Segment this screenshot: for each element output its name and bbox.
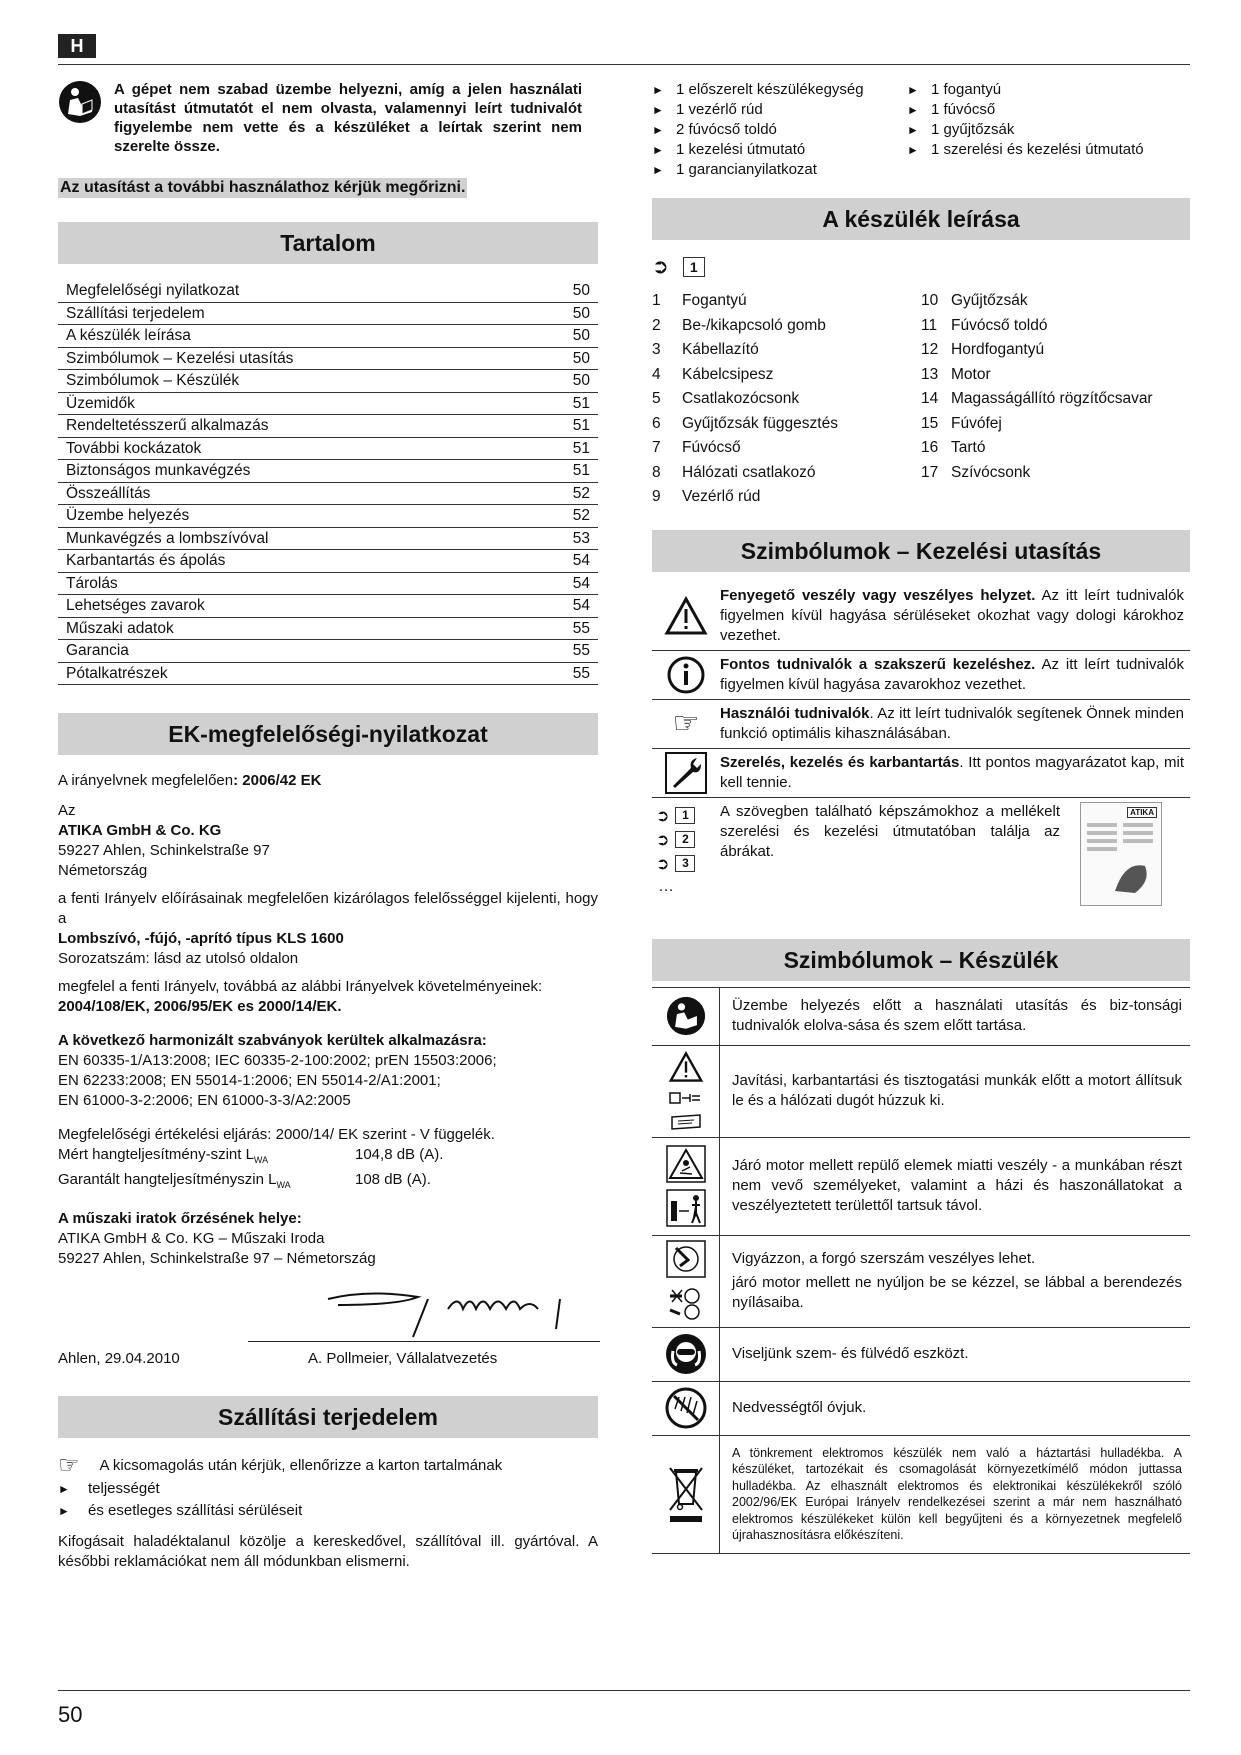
signature-line — [248, 1341, 600, 1342]
company-country: Németország — [58, 862, 148, 879]
part-item: 1 Fogantyú — [652, 292, 747, 309]
arrow-bullet-icon: ► — [58, 1504, 70, 1518]
toc-page: 54 — [572, 597, 590, 614]
part-item: 11 Fúvócső toldó — [921, 316, 1048, 334]
arrow-bullet-icon: ► — [907, 143, 919, 157]
serial-text: Sorozatszám: lásd az utolsó oldalon — [58, 950, 299, 967]
device-symbol-row: Vigyázzon, a forgó szerszám veszélyes lehet. járó motor mellett ne nyúljon be se kézzel, se lábbal a berendezés nyílásaiba. — [652, 1235, 1190, 1327]
symbols-manual-table — [652, 582, 1190, 909]
pointing-hand-icon: ☞ — [672, 707, 700, 740]
toc-row — [58, 325, 598, 348]
device-symbol-row: Nedvességtől óvjuk. — [652, 1381, 1190, 1435]
toc-label: További kockázatok — [66, 439, 202, 457]
unplug-icon — [668, 1089, 704, 1107]
no-rain-icon — [665, 1387, 707, 1429]
read-manual-warning — [58, 80, 598, 156]
toc-page: 50 — [572, 282, 590, 299]
top-divider — [58, 64, 1190, 65]
arrow-bullet-icon: ► — [58, 1482, 70, 1496]
toc-page: 53 — [572, 529, 590, 547]
toc-row — [58, 618, 598, 641]
toc-row — [58, 573, 598, 596]
figure-number: 1 — [683, 257, 705, 277]
toc-page: 54 — [572, 574, 590, 592]
complies-text: megfelel a fenti Irányelv, továbbá az alábbi Irányelvek követelményeinek: — [58, 978, 543, 995]
toc-page: 55 — [572, 664, 590, 682]
manual-book-icon — [668, 1113, 704, 1131]
list-item: ► 1 gyűjtőzsák — [907, 121, 1015, 138]
list-item: ► teljességét — [58, 1478, 598, 1500]
toc-page: 55 — [572, 619, 590, 637]
wrench-icon — [665, 752, 707, 794]
arrow-bullet-icon: ► — [652, 83, 664, 97]
list-item: ► 1 fogantyú — [907, 81, 1002, 98]
docs-company: ATIKA GmbH & Co. KG – Műszaki Iroda — [58, 1230, 325, 1247]
arrow-bullet-icon: ► — [652, 143, 664, 157]
reference-arrow-icon: ➲ — [656, 831, 670, 849]
toc-label: Lehetséges zavarok — [66, 597, 205, 614]
toc-label: Rendeltetésszerű alkalmazás — [66, 417, 269, 434]
left-column — [58, 80, 598, 1572]
arrow-bullet-icon: ► — [907, 123, 919, 137]
toc-label: Szimbólumok – Kezelési utasítás — [66, 349, 294, 367]
part-item: 17 Szívócsonk — [921, 463, 1031, 481]
read-manual-icon — [666, 996, 706, 1036]
table-of-contents — [58, 280, 598, 685]
device-symbol-row: Járó motor mellett repülő elemek miatti veszély - a munkában részt nem vevő személyeket, valamint a házi és haszonállatokat a veszélyeztetett területtől tartsuk távol. — [652, 1137, 1190, 1235]
part-item: 6 Gyűjtőzsák függesztés — [652, 414, 838, 432]
toc-row — [58, 348, 598, 371]
toc-row — [58, 460, 598, 483]
list-item: ► 1 előszerelt készülékegység — [652, 81, 864, 98]
no-hands-feet-icon — [666, 1284, 706, 1322]
toc-page: 50 — [572, 327, 590, 344]
toc-label: Garancia — [66, 642, 129, 659]
figure-reference — [652, 254, 1190, 279]
toc-page: 55 — [572, 642, 590, 659]
company-name: ATIKA GmbH & Co. KG — [58, 822, 222, 839]
eye-ear-protection-icon — [665, 1333, 707, 1375]
part-item: 3 Kábellazító — [652, 341, 759, 358]
ek-header: EK-megfelelőségi-nyilatkozat — [58, 713, 598, 755]
toc-row — [58, 505, 598, 528]
toc-label: Tárolás — [66, 574, 118, 592]
symbols-device-header: Szimbólumok – Készülék — [652, 939, 1190, 981]
toc-label: A készülék leírása — [66, 327, 191, 344]
device-symbol-row: Üzembe helyezés előtt a használati utasítás és biz-tonsági tudnivalók elolva-sása és szem előtt tartása. — [652, 987, 1190, 1045]
standard-line: EN 61000-3-2:2006; EN 61000-3-3/A2:2005 — [58, 1092, 351, 1109]
toc-label: Műszaki adatok — [66, 619, 174, 637]
toc-page: 50 — [572, 372, 590, 389]
toc-row — [58, 595, 598, 618]
toc-row — [58, 415, 598, 438]
keep-distance-icon — [666, 1189, 706, 1227]
guaranteed-sound-row: Garantált hangteljesítményszin $L_{WA}$ 108 dB (A). — [58, 1171, 431, 1190]
device-header: A készülék leírása — [652, 198, 1190, 240]
flying-debris-icon — [666, 1145, 706, 1183]
toc-label: Biztonságos munkavégzés — [66, 462, 251, 479]
toc-label: Munkavégzés a lombszívóval — [66, 529, 269, 547]
place-date: Ahlen, 29.04.2010 — [58, 1350, 180, 1367]
arrow-bullet-icon: ► — [652, 103, 664, 117]
list-item: ► 1 fúvócső — [907, 101, 996, 118]
reference-arrow-icon: ➲ — [656, 855, 670, 873]
figure-number: 3 — [675, 855, 695, 872]
signer-name: A. Pollmeier, Vállalatvezetés — [308, 1350, 498, 1367]
signature-image — [298, 1279, 598, 1339]
toc-row — [58, 663, 598, 686]
figure-number: 1 — [675, 807, 695, 824]
toc-page: 51 — [572, 462, 590, 479]
arrow-bullet-icon: ► — [907, 103, 919, 117]
device-symbol-row: Viseljünk szem- és fülvédő eszközt. — [652, 1327, 1190, 1381]
toc-row — [58, 550, 598, 573]
toc-page: 52 — [572, 484, 590, 502]
delivery-header: Szállítási terjedelem — [58, 1396, 598, 1438]
procedure-text: Megfelelőségi értékelési eljárás: 2000/14/ EK szerint - V függelék. — [58, 1126, 495, 1143]
delivery-footer: Kifogásait haladéktalanul közölje a kereskedővel, szállítóval ill. gyártóval. A későbbi reklamációkat nem áll módunkban elismerni. — [58, 1533, 598, 1570]
reference-arrow-icon: ➲ — [652, 256, 669, 278]
toc-label: Összeállítás — [66, 484, 151, 502]
docs-title: A műszaki iratok őrzésének helye: — [58, 1210, 302, 1227]
standard-line: EN 62233:2008; EN 55014-1:2006; EN 55014-2/A1:2001; — [58, 1072, 441, 1089]
toc-row — [58, 438, 598, 461]
scope-list — [652, 80, 1190, 180]
toc-label: Pótalkatrészek — [66, 664, 168, 682]
standards-title: A következő harmonizált szabványok kerültek alkalmazásra: — [58, 1032, 487, 1049]
symbol-row-maintenance: Szerelés, kezelés és karbantartás. Itt pontos magyarázatot kap, mit kell tennie. — [652, 748, 1190, 797]
scope-column-2 — [907, 80, 1187, 180]
directives-list: 2004/108/EK, 2006/95/EK es 2000/14/EK. — [58, 998, 342, 1015]
part-list — [652, 289, 1190, 510]
warning-triangle-icon — [668, 1051, 704, 1083]
toc-row — [58, 370, 598, 393]
toc-row — [58, 528, 598, 551]
toc-row — [58, 483, 598, 506]
part-item: 2 Be-/kikapcsoló gomb — [652, 316, 826, 334]
list-item: ► és esetleges szállítási sérüléseit — [58, 1500, 598, 1522]
parts-right — [921, 289, 1190, 510]
part-item: 8 Hálózati csatlakozó — [652, 463, 816, 481]
ellipsis: … — [658, 877, 674, 895]
symbol-row-user-note: ☞ Használói tudnivalók. Az itt leírt tudnivalók segítenek Önnek minden funkció optimális kihasználásában. — [652, 699, 1190, 748]
toc-row — [58, 280, 598, 303]
pointing-hand-icon: ☞ — [58, 1452, 80, 1479]
list-item: ► 1 szerelési és kezelési útmutató — [907, 141, 1144, 158]
device-symbol-row: Javítási, karbantartási és tisztogatási munkák előtt a motort állítsuk le és a hálózati dugót húzzuk ki. — [652, 1045, 1190, 1137]
list-item: ► 1 kezelési útmutató — [652, 141, 806, 158]
right-column — [652, 80, 1190, 1554]
read-manual-icon — [58, 80, 102, 124]
reference-arrow-icon: ➲ — [656, 807, 670, 825]
delivery-note: ☞ A kicsomagolás után kérjük, ellenőrizze a karton tartalmának — [58, 1452, 503, 1479]
symbols-device-table — [652, 987, 1190, 1554]
toc-label: Szimbólumok – Készülék — [66, 372, 240, 389]
info-icon — [666, 655, 706, 695]
symbol-row-danger: Fenyegető veszély vagy veszélyes helyzet. Az itt leírt tudnivalók figyelmen kívül hagyása sérüléseket okozhat vagy dologi károkhoz vezethet. — [652, 582, 1190, 650]
part-item: 9 Vezérlő rúd — [652, 488, 761, 505]
symbol-row-figures — [652, 797, 1190, 909]
warning-text: A gépet nem szabad üzembe helyezni, amíg a jelen használati utasítást útmutatót el nem olvasta, valamennyi leírt tudnivalót figyelembe nem vette és a készüléket a leírtak szerint nem szerelte össze. — [114, 81, 582, 155]
signature-block — [58, 1279, 598, 1369]
toc-label: Megfelelőségi nyilatkozat — [66, 282, 240, 299]
toc-row — [58, 640, 598, 663]
toc-page: 51 — [572, 439, 590, 457]
az-text: Az — [58, 802, 76, 819]
symbols-manual-header: Szimbólumok – Kezelési utasítás — [652, 530, 1190, 572]
toc-page: 52 — [572, 507, 590, 524]
part-item: 12 Hordfogantyú — [921, 341, 1045, 358]
list-item: ► 2 fúvócső toldó — [652, 121, 777, 138]
weee-bin-icon — [666, 1464, 706, 1524]
figure-number: 2 — [675, 831, 695, 848]
bottom-divider — [58, 1690, 1190, 1691]
part-item: 5 Csatlakozócsonk — [652, 390, 800, 407]
page-number: 50 — [58, 1702, 83, 1727]
rotating-tool-icon — [666, 1240, 706, 1278]
toc-row — [58, 393, 598, 416]
manual-booklet-thumbnail — [1080, 802, 1162, 906]
directive-line: A irányelvnek megfelelően: 2006/42 EK — [58, 772, 322, 789]
booklet-illustration — [1085, 821, 1159, 901]
booklet-brand: ATIKA — [1127, 807, 1157, 818]
figure-text: A szövegben található képszámokhoz a mellékelt szerelési és kezelési útmutatóban találja az ábrákat. — [720, 802, 1060, 860]
company-address: 59227 Ahlen, Schinkelstraße 97 — [58, 842, 270, 859]
part-item: 15 Fúvófej — [921, 414, 1002, 432]
symbol-row-info: Fontos tudnivalók a szakszerű kezeléshez. Az itt leírt tudnivalók figyelmen kívül hagyása zavarokhoz vezethet. — [652, 650, 1190, 699]
standard-line: EN 60335-1/A13:2008; IEC 60335-2-100:2002; prEN 15503:2006; — [58, 1052, 497, 1069]
toc-label: Szállítási terjedelem — [66, 304, 205, 322]
product-name: Lombszívó, -fújó, -aprító típus KLS 1600 — [58, 930, 344, 947]
list-item: ► 1 vezérlő rúd — [652, 101, 763, 118]
toc-row — [58, 303, 598, 326]
toc-header: Tartalom — [58, 222, 598, 264]
toc-page: 54 — [572, 552, 590, 569]
part-item: 10 Gyűjtőzsák — [921, 292, 1028, 309]
device-symbol-row: A tönkrement elektromos készülék nem való a háztartási hulladékba. A készüléket, tartozékait és csomagolását környezetkímélő módon juttassa hulladékba. Az elhasznált elektromos és elektronikai készülékekről szóló 2002/96/EK Európai Irányelv rendelkezései szerint a már nem használható elektromos készülékeket külön kell begyűjteni és a környezetnek megfelelő újrahasznosításra előkészíteni. — [652, 1435, 1190, 1553]
toc-page: 51 — [572, 394, 590, 412]
measured-sound-row: Mért hangteljesítmény-szint $L_{WA}$ 104,8 dB (A). — [58, 1146, 444, 1165]
part-item: 4 Kábelcsipesz — [652, 365, 774, 383]
arrow-bullet-icon: ► — [652, 123, 664, 137]
keep-manual-note: Az utasítást a további használathoz kérjük megőrizni. — [60, 179, 466, 196]
part-item: 16 Tartó — [921, 439, 986, 456]
toc-page: 50 — [572, 349, 590, 367]
parts-left — [652, 289, 921, 510]
part-item: 13 Motor — [921, 365, 991, 383]
language-badge: H — [58, 34, 96, 58]
toc-label: Üzemidők — [66, 394, 135, 412]
docs-address: 59227 Ahlen, Schinkelstraße 97 – Németország — [58, 1250, 376, 1267]
arrow-bullet-icon: ► — [652, 163, 664, 177]
list-item: ► 1 garancianyilatkozat — [652, 161, 817, 178]
arrow-bullet-icon: ► — [907, 83, 919, 97]
declaration-text: a fenti Irányelv előírásainak megfelelően kizárólagos felelősséggel kijelenti, hogy a — [58, 890, 598, 927]
toc-label: Üzembe helyezés — [66, 507, 190, 524]
warning-triangle-icon — [664, 596, 708, 636]
toc-page: 50 — [572, 304, 590, 322]
toc-label: Karbantartás és ápolás — [66, 552, 226, 569]
part-item: 14 Magasságállító rögzítőcsavar — [921, 390, 1153, 407]
part-item: 7 Fúvócső — [652, 439, 741, 456]
toc-page: 51 — [572, 417, 590, 434]
scope-column-1 — [652, 80, 907, 180]
